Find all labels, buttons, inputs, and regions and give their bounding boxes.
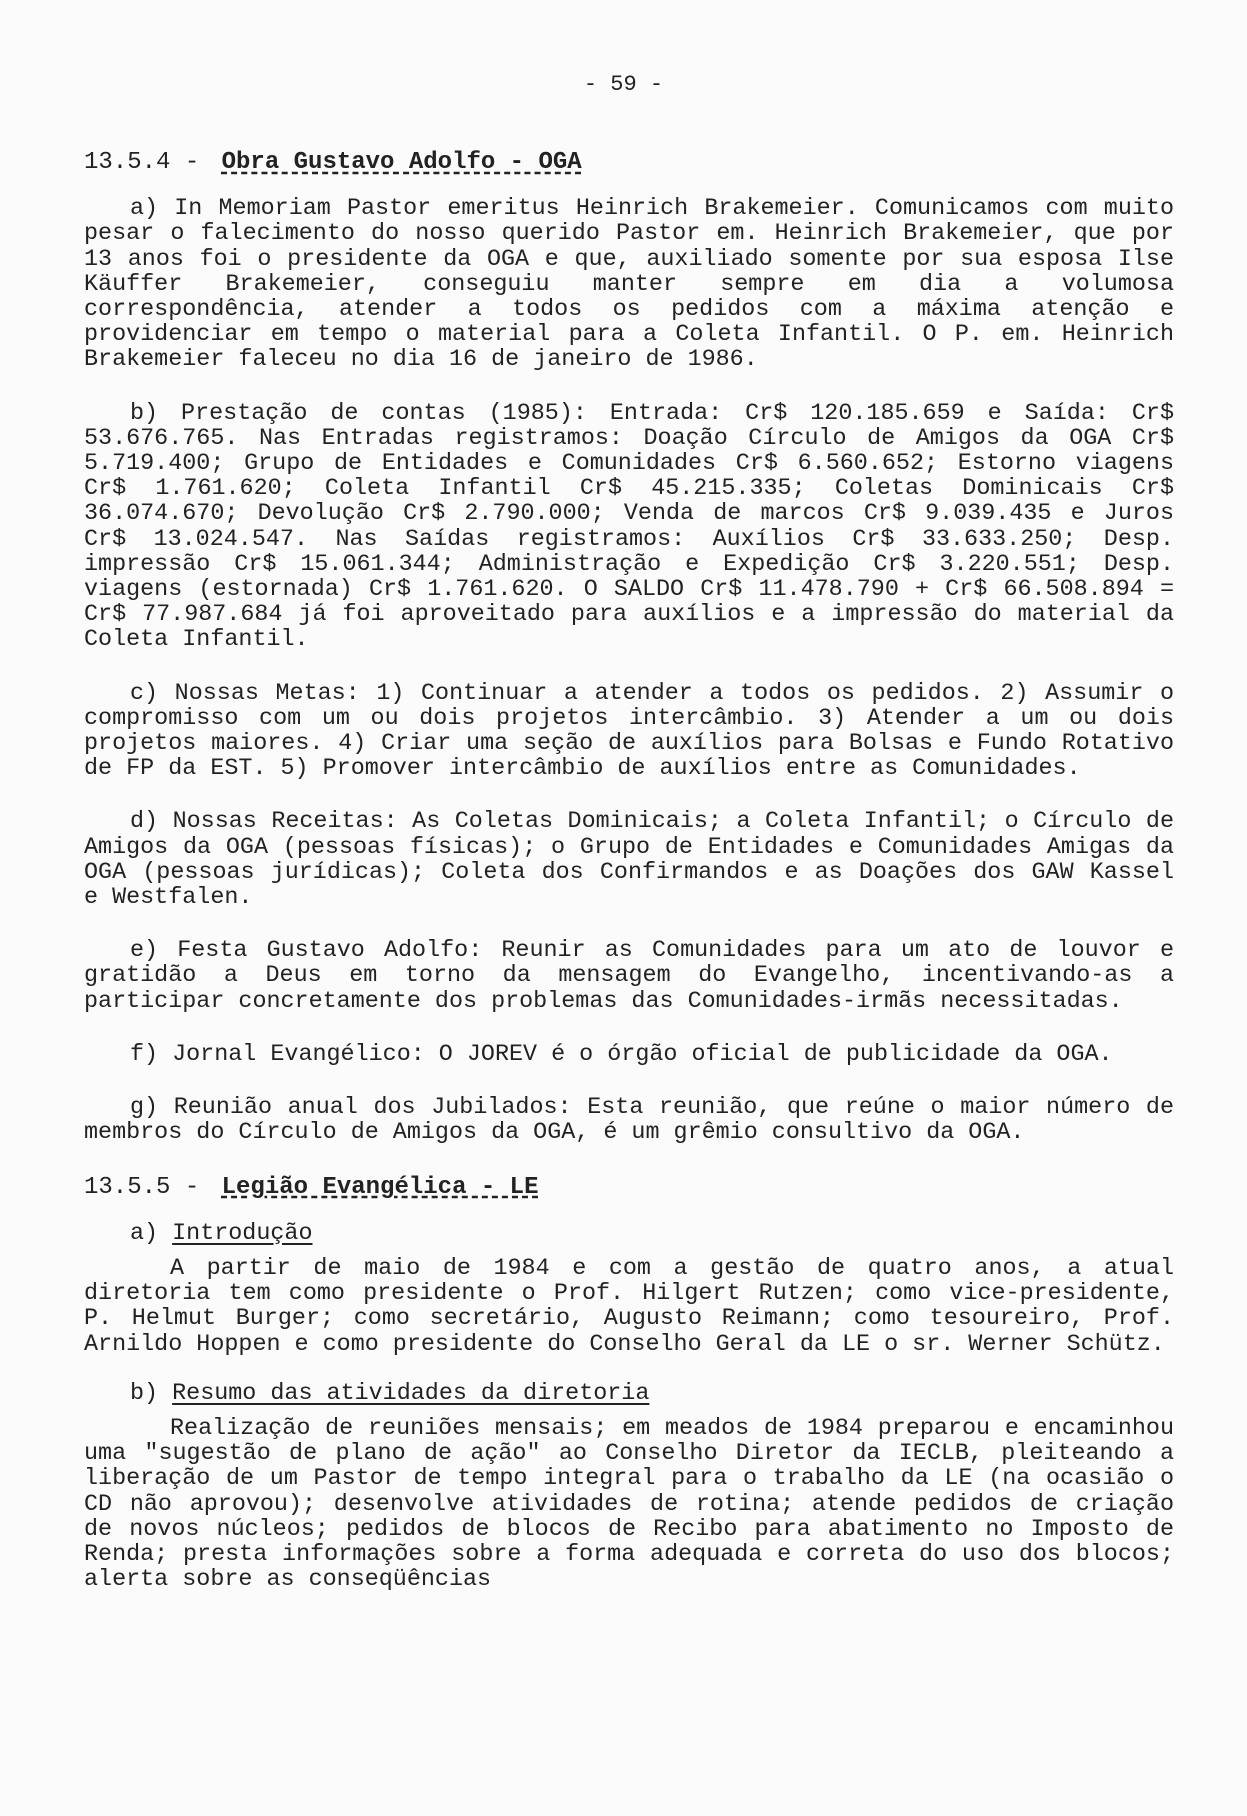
subsection-title: Introdução: [172, 1220, 313, 1247]
paragraph-jornal: f) Jornal Evangélico: O JOREV é o órgão oficial de publicidade da OGA.: [130, 1041, 1113, 1068]
subsection-label: b): [130, 1380, 159, 1407]
paragraph-introducao: A partir de maio de 1984 e com a gestão de quatro anos, a atual diretoria tem como presidente o Prof. Hilgert Rutzen; como vice-presidente, P. Helmut Burger; como secretário, Augusto Reimann; como tesoureiro, Prof. Arnildo Hoppen e como presidente do Conselho Geral da LE o sr. Werner Schütz.: [84, 1255, 1174, 1358]
section-title: Legião Evangélica - LE: [221, 1173, 539, 1201]
page-number: - 59 -: [583, 72, 664, 97]
section-number: 13.5.5 -: [84, 1173, 200, 1201]
paragraph-in-memoriam: a) In Memoriam Pastor emeritus Heinrich Brakemeier. Comunicamos com muito pesar o falecimento do nosso querido Pastor em. Heinrich Brakemeier, que por 13 anos foi o presidente da OGA e que, auxiliado somente por sua esposa Ilse Käuffer Brakemeier, conseguiu manter sempre em dia a volumosa correspondência, atender a todos os pedidos com a máxima atenção e providenciar em tempo o material para a Coleta Infantil. O P. em. Heinrich Brakemeier faleceu no dia 16 de janeiro de 1986.: [84, 196, 1174, 374]
paragraph-resumo: Realização de reuniões mensais; em meados de 1984 preparou e encaminhou uma "sugestão de plano de ação" ao Conselho Diretor da IECLB, pleiteando a liberação de um Pastor de tempo integral para o trabalho da LE (na ocasião o CD não aprovou); desenvolve atividades de rotina; atende pedidos de criação de novos núcleos; pedidos de blocos de Recibo para abatimento no Imposto de Renda; presta informações sobre a forma adequada e correta do uso dos blocos; alerta sobre as conseqüências: [84, 1415, 1174, 1594]
subsection-title: Resumo das atividades da diretoria: [172, 1380, 650, 1407]
paragraph-festa: e) Festa Gustavo Adolfo: Reunir as Comunidades para um ato de louvor e gratidão a Deus em torno da mensagem do Evangelho, incentivando-as a participar concretamente dos problemas das Comunidades-irmãs necessitadas.: [84, 938, 1174, 1015]
subsection-label: a): [130, 1220, 159, 1247]
section-number: 13.5.4 -: [84, 149, 200, 176]
section-heading-oga: [84, 150, 1174, 175]
page-content: [84, 150, 1174, 1617]
paragraph-receitas: d) Nossas Receitas: As Coletas Dominicais; a Coleta Infantil; o Círculo de Amigos da OGA (pessoas físicas); o Grupo de Entidades e Comunidades Amigas da OGA (pessoas jurídicas); Coleta dos Confirmandos e as Doações dos GAW Kassel e Westfalen.: [84, 809, 1174, 912]
section-heading-le: [84, 1175, 1174, 1200]
paragraph-jubilados: g) Reunião anual dos Jubilados: Esta reunião, que reúne o maior número de membros do Círculo de Amigos da OGA, é um grêmio consultivo da OGA.: [84, 1095, 1174, 1147]
paragraph-prestacao-contas: b) Prestação de contas (1985): Entrada: Cr$ 120.185.659 e Saída: Cr$ 53.676.765. Nas Entradas registramos: Doação Círculo de Amigos da OGA Cr$ 5.719.400; Grupo de Entidades e Comunidades Cr$ 6.560.652; Estorno viagens Cr$ 1.761.620; Coleta Infantil Cr$ 45.215.335; Coletas Dominicais Cr$ 36.074.670; Devolução Cr$ 2.790.000; Venda de marcos Cr$ 9.039.435 e Juros Cr$ 13.024.547. Nas Saídas registramos: Auxílios Cr$ 33.633.250; Desp. impressão Cr$ 15.061.344; Administração e Expedição Cr$ 3.220.551; Desp. viagens (estornada) Cr$ 1.761.620. O SALDO Cr$ 11.478.790 + Cr$ 66.508.894 = Cr$ 77.987.684 já foi aproveitado para auxílios e a impressão do material da Coleta Infantil.: [84, 400, 1174, 654]
section-title: Obra Gustavo Adolfo - OGA: [221, 149, 582, 176]
paragraph-metas: c) Nossas Metas: 1) Continuar a atender a todos os pedidos. 2) Assumir o compromisso com um ou dois projetos intercâmbio. 3) Atender a um ou dois projetos maiores. 4) Criar uma seção de auxílios para Bolsas e Fundo Rotativo de FP da EST. 5) Promover intercâmbio de auxílios entre as Comunidades.: [84, 680, 1174, 783]
subsection-heading-resumo: [130, 1382, 1174, 1407]
subsection-heading-introducao: [130, 1222, 1174, 1247]
